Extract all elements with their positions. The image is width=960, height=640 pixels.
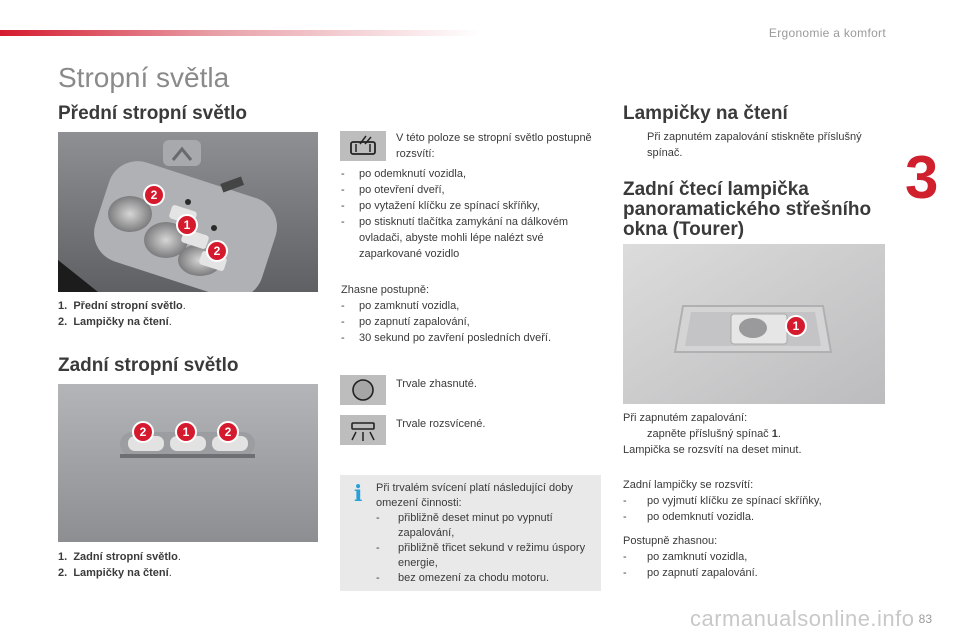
- item-punct: .: [777, 428, 781, 440]
- watermark: carmanualsonline.info: [690, 606, 915, 631]
- rear-badge-1: 1: [175, 421, 197, 443]
- on-conditions-list: [341, 166, 603, 262]
- list-item: po odemknutí vozidla.: [647, 511, 755, 523]
- heading-line: okna (Tourer): [623, 218, 745, 240]
- panoramic-lamp-heading: [623, 180, 871, 240]
- caption-num: 2.: [58, 567, 68, 579]
- list-item: po zapnutí zapalování.: [647, 567, 758, 579]
- page-title: Stropní světla: [58, 62, 230, 93]
- list-dash: -: [623, 511, 627, 523]
- heading-line: panoramatického střešního: [623, 198, 872, 220]
- door-mode-text: V této poloze se stropní světlo postupně rozsvítí:: [396, 132, 592, 160]
- always-off-text: Trvale zhasnuté.: [396, 378, 477, 390]
- arrow-bullet: [623, 426, 647, 442]
- list-dash: -: [623, 551, 627, 563]
- list-item: po zamknutí vozidla,: [359, 300, 460, 312]
- off-conditions: [341, 282, 603, 346]
- panoramic-para-1: [623, 410, 873, 458]
- panoramic-badge-1: 1: [785, 315, 807, 337]
- caption-label: Lampičky na čtení: [73, 316, 169, 328]
- page-number: 83: [918, 612, 932, 626]
- caption-num: 1.: [58, 551, 68, 563]
- para-after: Lampička se rozsvítí na deset minut.: [623, 444, 802, 456]
- list-item: přibližně deset minut po vypnutí zapalování,: [398, 512, 553, 539]
- caption-num: 2.: [58, 316, 68, 328]
- caption-suffix: .: [168, 316, 172, 328]
- lamp-off-icon: [348, 377, 378, 403]
- front-light-heading: Přední stropní světlo: [58, 103, 247, 124]
- list-dash: -: [623, 495, 627, 507]
- caption-num: 1.: [58, 300, 68, 312]
- list-dash: -: [341, 200, 345, 212]
- rear-light-photo: [58, 384, 318, 542]
- front-light-photo: [58, 132, 318, 292]
- list-item: po zamknutí vozidla,: [647, 551, 748, 563]
- info-box: [340, 475, 601, 591]
- list-item: po vyjmutí klíčku ze spínací skříňky,: [647, 495, 822, 507]
- rear-badge-2b: 2: [217, 421, 239, 443]
- list-item: bez omezení za chodu motoru.: [398, 572, 550, 584]
- para-intro: Postupně zhasnou:: [623, 535, 718, 547]
- always-on-text: Trvale rozsvícené.: [396, 418, 486, 430]
- list-dash: -: [341, 168, 345, 180]
- list-item: Při zapnutém zapalování stiskněte příslušný spínač.: [647, 131, 862, 159]
- caption-label: Zadní stropní světlo: [73, 551, 178, 563]
- chapter-number: 3: [905, 144, 939, 211]
- list-item: po stisknutí tlačítka zamykání na dálkovém ovladači, abyste mohli lépe nalézt své zaparkované vozidlo: [359, 216, 569, 260]
- on-mode-symbol: [340, 415, 386, 445]
- arrow-bullet: [623, 129, 647, 161]
- list-item: 30 sekund po zavření posledních dveří.: [359, 332, 552, 344]
- list-dash: -: [376, 542, 380, 554]
- heading-line: Zadní čtecí lampička: [623, 179, 809, 200]
- caption-label: Přední stropní světlo: [73, 300, 183, 312]
- caption-suffix: .: [177, 551, 181, 563]
- list-dash: -: [341, 216, 345, 228]
- list-item: [647, 426, 781, 442]
- panoramic-para-3: [623, 533, 873, 581]
- list-dash: -: [376, 512, 380, 524]
- para-intro: Při zapnutém zapalování:: [623, 412, 748, 424]
- reading-lamps-heading: Lampičky na čtení: [623, 103, 788, 124]
- list-item: po zapnutí zapalování,: [359, 316, 470, 328]
- list-dash: -: [341, 316, 345, 328]
- front-captions: [58, 298, 186, 330]
- caption-suffix: .: [182, 300, 186, 312]
- rear-light-heading: Zadní stropní světlo: [58, 355, 239, 376]
- caption-label: Lampičky na čtení: [73, 567, 169, 579]
- rear-captions: [58, 549, 181, 581]
- para-intro: Zadní lampičky se rozsvítí:: [623, 479, 754, 491]
- item-ref: 1: [771, 428, 778, 440]
- caption-suffix: .: [168, 567, 172, 579]
- header-accent-bar: [0, 30, 480, 36]
- off-intro: Zhasne postupně:: [341, 284, 430, 296]
- panoramic-para-2: [623, 477, 873, 525]
- info-text: [376, 481, 586, 586]
- lamp-on-icon: [346, 417, 380, 443]
- section-label: Ergonomie a komfort: [768, 26, 886, 40]
- door-lamp-icon: [346, 134, 380, 158]
- list-dash: -: [623, 567, 627, 579]
- reading-lamps-text: [623, 129, 863, 161]
- list-dash: -: [341, 300, 345, 312]
- list-item: po otevření dveří,: [359, 184, 445, 196]
- info-icon: i: [354, 481, 363, 507]
- list-dash: -: [341, 184, 345, 196]
- front-badge-1: 1: [176, 214, 198, 236]
- list-item: po vytažení klíčku ze spínací skříňky,: [359, 200, 540, 212]
- front-badge-2b: 2: [206, 240, 228, 262]
- panoramic-lamp-photo: [623, 244, 885, 404]
- list-item: po odemknutí vozidla,: [359, 168, 467, 180]
- off-mode-symbol: [340, 375, 386, 405]
- rear-badge-2a: 2: [132, 421, 154, 443]
- list-dash: -: [341, 332, 345, 344]
- door-mode-symbol: [340, 131, 386, 161]
- info-intro: Při trvalém svícení platí následující doby omezení činnosti:: [376, 482, 573, 509]
- list-dash: -: [376, 572, 380, 584]
- list-item: přibližně třicet sekund v režimu úspory energie,: [398, 542, 586, 569]
- front-badge-2a: 2: [143, 184, 165, 206]
- item-text: zapněte příslušný spínač: [647, 428, 772, 440]
